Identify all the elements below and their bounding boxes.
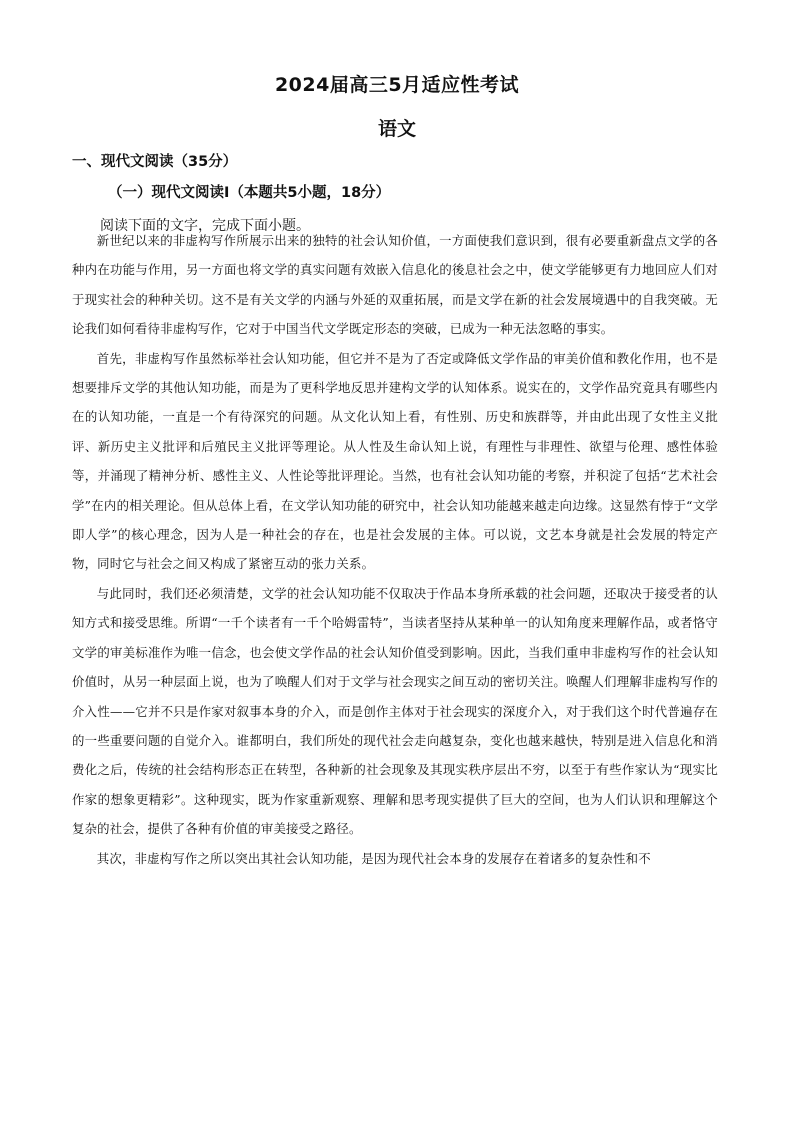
passage-paragraph: 与此同时，我们还必须清楚，文学的社会认知功能不仅取决于作品本身所承载的社会问题，还取决于接受者的认知方式和接受思维。所谓“一千个读者有一千个哈姆雷特”，当读者坚持从某种单一的认知角度来理解作品，或者恪守文学的审美标准作为唯一信念，也会使文学作品的社会认知价值受到影响。因此，当我们重申非虚构写作的社会认知价值时，从另一种层面上说，也为了唤醒人们对于文学与社会现实之间互动的密切关注。唤醒人们理解非虚构写作的介入性——它并不只是作家对叙事本身的介入，而是创作主体对于社会现实的深度介入，对于我们这个时代普遍存在的一些重要问题的自觉介入。谁都明白，我们所处的现代社会走向越复杂，变化也越来越快，特别是进入信息化和消费化之后，传统的社会结构形态正在转型，各种新的社会现象及其现实秩序层出不穷，以至于有些作家认为“现实比作家的想象更精彩”。这种现实，既为作家重新观察、理解和思考现实提供了巨大的空间，也为人们认识和理解这个复杂的社会，提供了各种有价值的审美接受之路径。	[72, 585, 718, 837]
passage-paragraph: 其次，非虚构写作之所以突出其社会认知功能，是因为现代社会本身的发展存在着诸多的复杂性和不	[96, 850, 651, 866]
subject-title: 语文	[377, 118, 416, 140]
passage-body	[72, 226, 718, 873]
exam-title: 2024届高三5月适应性考试	[274, 74, 520, 96]
passage-paragraph: 首先，非虚构写作虽然标举社会认知功能，但它并不是为了否定或降低文学作品的审美价值和教化作用，也不是想要排斥文学的其他认知功能，而是为了更科学地反思并建构文学的认知体系。说实在的，文学作品究竟具有哪些内在的认知功能，一直是一个有待深究的问题。从文化认知上看，有性别、历史和族群等，并由此出现了女性主义批评、新历史主义批评和后殖民主义批评等理论。从人性及生命认知上说，有理性与非理性、欲望与伦理、感性体验等，并涌现了精神分析、感性主义、人性论等批评理论。当然，也有社会认知功能的考察，并积淀了包括“艺术社会学”在内的相关理论。但从总体上看，在文学认知功能的研究中，社会认知功能越来越走向边缘。这显然有悖于“文学即人学”的核心理念，因为人是一种社会的存在，也是社会发展的主体。可以说，文艺本身就是社会发展的特定产物，同时它与社会之间又构成了紧密互动的张力关系。	[72, 350, 718, 572]
section-heading: 一、现代文阅读（35分）	[72, 154, 238, 170]
reading-instruction: 阅读下面的文字，完成下面小题。	[100, 218, 310, 234]
passage-paragraph: 新世纪以来的非虚构写作所展示出来的独特的社会认知价值，一方面使我们意识到，很有必要重新盘点文学的各种内在功能与作用，另一方面也将文学的真实问题有效嵌入信息化的後息社会之中，使文学能够更有力地回应人们对于现实社会的种种关切。这不是有关文学的内涵与外延的双重拓展，而是文学在新的社会发展境遇中的自我突破。无论我们如何看待非虚构写作，它对于中国当代文学既定形态的突破，已成为一种无法忽略的事实。	[72, 233, 718, 337]
subsection-heading: （一）现代文阅读Ⅰ（本题共5小题，18分）	[108, 185, 391, 201]
